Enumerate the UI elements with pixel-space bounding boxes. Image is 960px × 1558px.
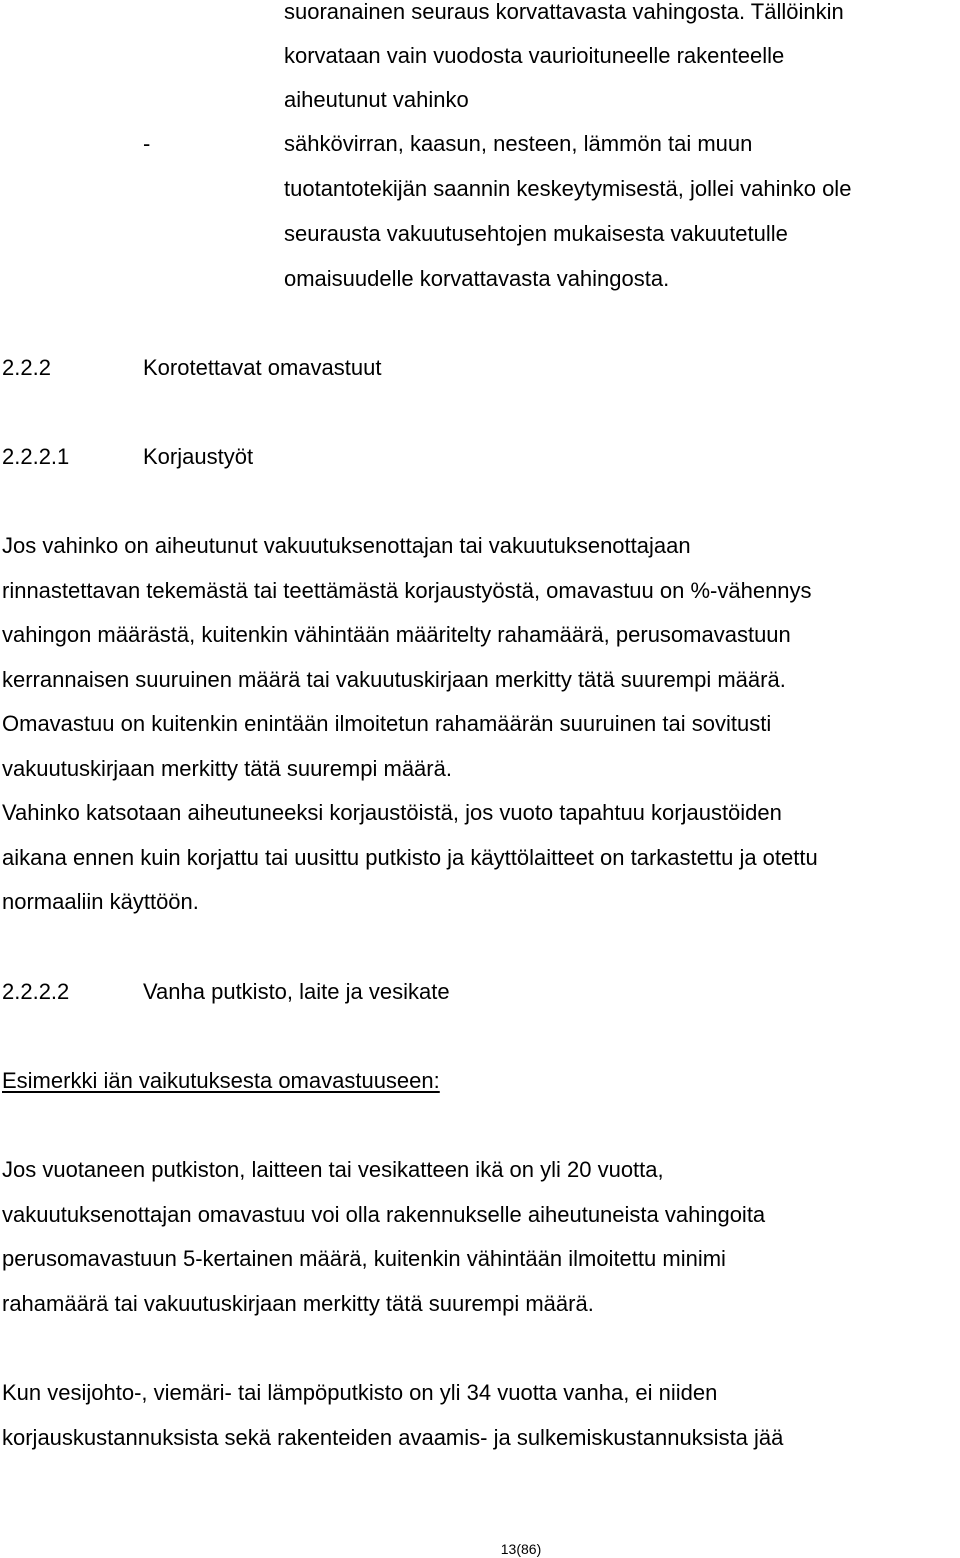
list-item-b-line: tuotantotekijän saannin keskeytymisestä, jollei vahinko ole [284,176,852,201]
section-title: Korjaustyöt [143,444,254,469]
list-item-b-line: sähkövirran, kaasun, nesteen, lämmön tai muun [284,131,753,156]
body-line: Vahinko katsotaan aiheutuneeksi korjaustöistä, jos vuoto tapahtuu korjaustöiden [2,800,782,825]
body-line: kerrannaisen suuruinen määrä tai vakuutuskirjaan merkitty tätä suurempi määrä. [2,667,786,692]
body-line: Kun vesijohto-, viemäri- tai lämpöputkisto on yli 34 vuotta vanha, ei niiden [2,1380,718,1405]
body-line: Jos vuotaneen putkiston, laitteen tai vesikatteen ikä on yli 20 vuotta, [2,1157,664,1182]
list-item-a-line: aiheutunut vahinko [284,87,469,112]
body-line: normaaliin käyttöön. [2,889,199,914]
list-item-b-line: seurausta vakuutusehtojen mukaisesta vakuutetulle [284,221,788,246]
body-line: perusomavastuun 5-kertainen määrä, kuitenkin vähintään ilmoitettu minimi [2,1246,726,1271]
list-item-a-line: korvataan vain vuodosta vaurioituneelle rakenteelle [284,43,785,68]
section-title: Korotettavat omavastuut [143,355,382,380]
body-line: Omavastuu on kuitenkin enintään ilmoitetun rahamäärän suuruinen tai sovitusti [2,711,772,736]
body-line: aikana ennen kuin korjattu tai uusittu putkisto ja käyttölaitteet on tarkastettu ja otettu [2,845,818,870]
body-line: rahamäärä tai vakuutuskirjaan merkitty tätä suurempi määrä. [2,1291,594,1316]
section-number: 2.2.2.2 [2,979,70,1004]
list-dash-marker: - [143,131,151,156]
example-heading: Esimerkki iän vaikutuksesta omavastuuseen: [2,1068,440,1093]
body-line: Jos vahinko on aiheutunut vakuutuksenottajan tai vakuutuksenottajaan [2,533,691,558]
section-number: 2.2.2.1 [2,444,70,469]
list-item-a-line: suoranainen seuraus korvattavasta vahingosta. Tällöinkin [284,0,844,24]
body-line: vahingon määrästä, kuitenkin vähintään määritelty rahamäärä, perusomavastuun [2,622,791,647]
body-line: vakuutuksenottajan omavastuu voi olla rakennukselle aiheutuneista vahingoita [2,1202,766,1227]
page-number: 13(86) [500,1541,542,1557]
body-line: korjauskustannuksista sekä rakenteiden avaamis- ja sulkemiskustannuksista jää [2,1425,784,1450]
body-line: vakuutuskirjaan merkitty tätä suurempi määrä. [2,756,452,781]
section-number: 2.2.2 [2,355,51,380]
section-title: Vanha putkisto, laite ja vesikate [143,979,450,1004]
body-line: rinnastettavan tekemästä tai teettämästä korjaustyöstä, omavastuu on %-vähennys [2,578,812,603]
list-item-b-line: omaisuudelle korvattavasta vahingosta. [284,266,670,291]
